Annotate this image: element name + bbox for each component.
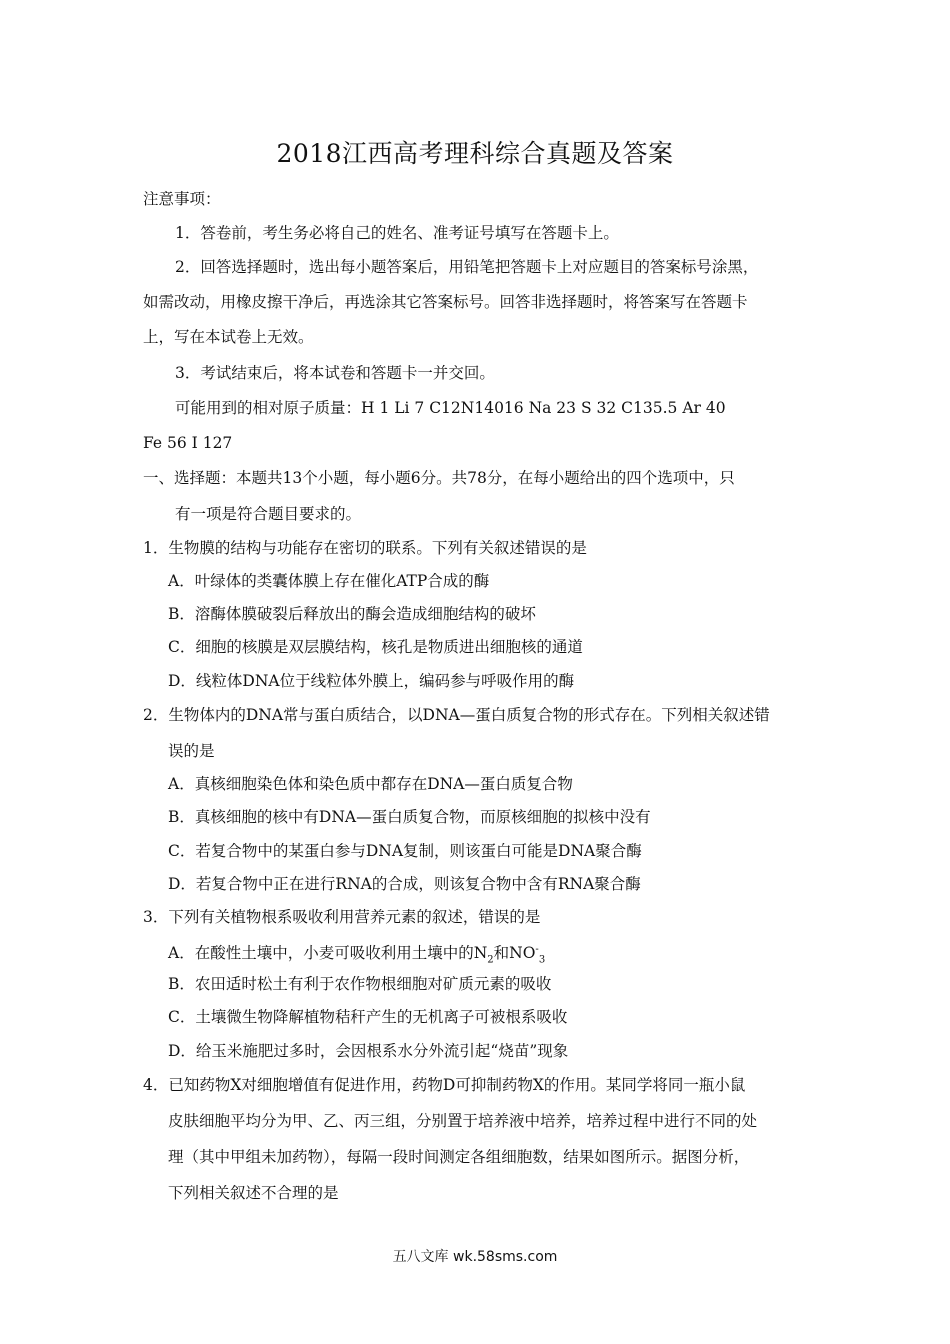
q4-stem-line-2: 皮肤细胞平均分为甲、乙、丙三组，分别置于培养液中培养，培养过程中进行不同的处 (168, 1112, 758, 1130)
q4-stem-line-4: 下列相关叙述不合理的是 (168, 1184, 339, 1202)
q2-option-d: D．若复合物中正在进行RNA的合成，则该复合物中含有RNA聚合酶 (168, 875, 641, 893)
q2-option-a: A．真核细胞染色体和染色质中都存在DNA—蛋白质复合物 (168, 775, 573, 793)
q4-stem-line-1: 4．已知药物X对细胞增值有促进作用，药物D可抑制药物X的作用。某同学将同一瓶小鼠 (143, 1076, 746, 1094)
q3-option-a-subscript-2: 3 (538, 954, 546, 966)
q1-option-c: C．细胞的核膜是双层膜结构，核孔是物质进出细胞核的通道 (168, 638, 583, 656)
q1-stem: 1．生物膜的结构与功能存在密切的联系。下列有关叙述错误的是 (143, 539, 587, 557)
q3-option-d: D．给玉米施肥过多时，会因根系水分外流引起“烧苗”现象 (168, 1042, 569, 1060)
atomic-mass-line-2: Fe 56 I 127 (143, 434, 233, 452)
q2-option-c: C．若复合物中的某蛋白参与DNA复制，则该蛋白可能是DNA聚合酶 (168, 842, 642, 860)
notice-heading: 注意事项： (143, 190, 221, 208)
q3-option-a-superscript: - (535, 944, 539, 955)
q3-option-a-text: A．在酸性土壤中，小麦可吸收利用土壤中的N (168, 944, 488, 963)
q2-option-b: B．真核细胞的核中有DNA—蛋白质复合物，而原核细胞的拟核中没有 (168, 808, 651, 826)
q3-option-a-subscript: 2 (487, 954, 494, 966)
q1-option-a: A．叶绿体的类囊体膜上存在催化ATP合成的酶 (168, 572, 490, 590)
q3-stem: 3．下列有关植物根系吸收利用营养元素的叙述，错误的是 (143, 908, 541, 926)
q1-option-d: D．线粒体DNA位于线粒体外膜上，编码参与呼吸作用的酶 (168, 672, 575, 690)
q1-option-b: B．溶酶体膜破裂后释放出的酶会造成细胞结构的破坏 (168, 605, 536, 623)
notice-item-3: 3．考试结束后，将本试卷和答题卡一并交回。 (175, 364, 495, 382)
section-heading-line-1: 一、选择题：本题共13个小题，每小题6分。共78分，在每小题给出的四个选项中，只 (143, 469, 735, 487)
q3-option-b: B．农田适时松土有利于农作物根细胞对矿质元素的吸收 (168, 975, 552, 993)
q2-stem-line-1: 2．生物体内的DNA常与蛋白质结合，以DNA—蛋白质复合物的形式存在。下列相关叙述错 (143, 706, 770, 724)
q3-option-a-text-2: 和NO (493, 944, 536, 963)
notice-item-2-line-1: 2．回答选择题时，选出每小题答案后，用铅笔把答题卡上对应题目的答案标号涂黑， (175, 258, 759, 276)
q3-option-a (168, 939, 545, 971)
page-title: 2018江西高考理科综合真题及答案 (276, 139, 674, 168)
notice-item-2-line-2: 如需改动，用橡皮擦干净后，再选涂其它答案标号。回答非选择题时，将答案写在答题卡 (143, 293, 748, 311)
q4-stem-line-3: 理（其中甲组未加药物），每隔一段时间测定各组细胞数，结果如图所示。据图分析， (168, 1148, 750, 1166)
atomic-mass-line-1: 可能用到的相对原子质量：H 1 Li 7 C12N14016 Na 23 S 32 C135.5 Ar 40 (175, 399, 726, 417)
footer-watermark: 五八文库 wk.58sms.com (392, 1249, 558, 1265)
section-heading-line-2: 有一项是符合题目要求的。 (175, 505, 362, 523)
q3-option-c: C．土壤微生物降解植物秸秆产生的无机离子可被根系吸收 (168, 1008, 568, 1026)
notice-item-2-line-3: 上，写在本试卷上无效。 (143, 328, 314, 346)
notice-item-1: 1．答卷前，考生务必将自己的姓名、准考证号填写在答题卡上。 (175, 224, 619, 242)
q2-stem-line-2: 误的是 (168, 742, 215, 760)
